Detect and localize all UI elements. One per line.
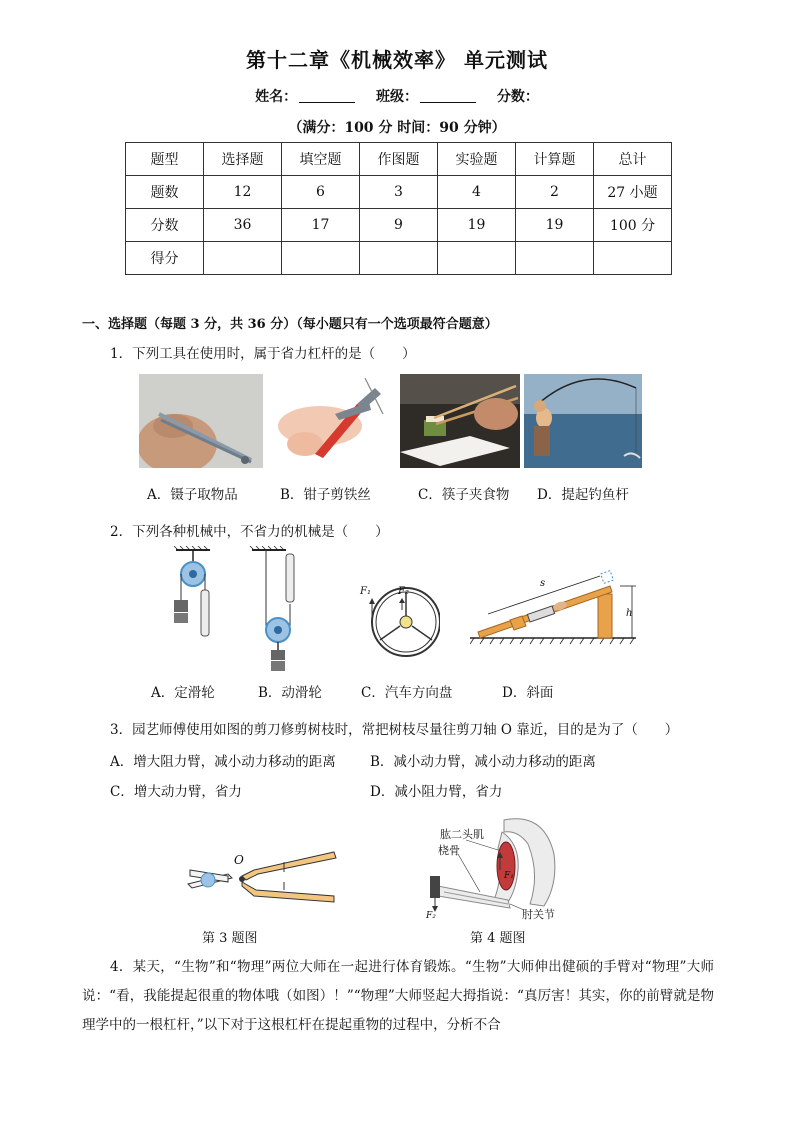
q1-option-d[interactable]: D．提起钓鱼杆: [537, 487, 629, 503]
student-info-line: [0, 86, 794, 106]
table-cell: 填空题: [282, 143, 360, 176]
table-cell: 36: [204, 209, 282, 242]
class-blank[interactable]: [420, 88, 476, 103]
table-cell: 3: [360, 176, 438, 209]
score-input-cell[interactable]: [594, 242, 672, 275]
table-cell: 19: [516, 209, 594, 242]
arm-f2-label: F₂: [426, 911, 436, 921]
q3-option-b[interactable]: B．减小动力臂，减小动力移动的距离: [370, 754, 596, 770]
q3-option-d[interactable]: D．减小阻力臂，省力: [370, 784, 503, 800]
question-3-stem: 3．园艺师傅使用如图的剪刀修剪树枝时，常把树枝尽量往剪刀轴 O 靠近，目的是为了（ ）: [110, 722, 679, 738]
q3-option-a[interactable]: A．增大阻力臂，减小动力移动的距离: [110, 754, 336, 770]
q1-option-c[interactable]: C．筷子夹食物: [418, 487, 510, 503]
movable-pulley-diagram: [246, 546, 326, 674]
score-label: 分数：: [496, 89, 539, 105]
biceps-label: 肱二头肌: [440, 828, 484, 841]
fishing-photo: [524, 374, 642, 468]
table-cell: 9: [360, 209, 438, 242]
class-label: 班级：: [376, 89, 418, 105]
table-cell: 作图题: [360, 143, 438, 176]
exam-note: （满分：100 分 时间：90 分钟）: [288, 120, 506, 136]
table-cell: 6: [282, 176, 360, 209]
q2-option-b[interactable]: B．动滑轮: [258, 685, 322, 701]
name-label: 姓名：: [255, 89, 298, 105]
pliers-image: [265, 374, 389, 468]
q3-option-c[interactable]: C．增大动力臂，省力: [110, 784, 242, 800]
name-blank[interactable]: [299, 88, 355, 103]
table-cell: 2: [516, 176, 594, 209]
score-input-cell[interactable]: [438, 242, 516, 275]
table-cell: 分数: [126, 209, 204, 242]
table-row: [126, 176, 672, 209]
chopsticks-photo: [400, 374, 520, 468]
table-cell: 题型: [126, 143, 204, 176]
table-row: [126, 242, 672, 275]
table-cell: 17: [282, 209, 360, 242]
arm-f1-label: F₁: [504, 871, 514, 881]
page-title: 第十二章《机械效率》 单元测试: [246, 48, 548, 72]
steering-wheel-diagram: [356, 582, 440, 662]
question-1-stem: 1．下列工具在使用时，属于省力杠杆的是（ ）: [110, 346, 416, 362]
incline-diagram: [470, 566, 642, 646]
distance-s-label: s: [540, 578, 546, 589]
table-cell: 题数: [126, 176, 204, 209]
fixed-pulley-diagram: [158, 546, 218, 656]
question-2-stem: 2．下列各种机械中，不省力的机械是（ ）: [110, 524, 389, 540]
force-f1-label: F₁: [360, 586, 371, 597]
tweezers-image: [139, 374, 263, 468]
score-input-cell[interactable]: [204, 242, 282, 275]
score-table: [125, 142, 672, 275]
arm-lever-diagram: [424, 814, 574, 924]
table-cell: 100 分: [594, 209, 672, 242]
section-heading: 一、选择题（每题 3 分，共 36 分）（每小题只有一个选项最符合题意）: [82, 317, 498, 332]
q1-option-b[interactable]: B．钳子剪铁丝: [280, 487, 371, 503]
score-input-cell[interactable]: [360, 242, 438, 275]
table-row: [126, 209, 672, 242]
score-input-cell[interactable]: [516, 242, 594, 275]
figure-4-caption: 第 4 题图: [470, 931, 526, 946]
table-cell: 19: [438, 209, 516, 242]
table-cell: 12: [204, 176, 282, 209]
chopsticks-image: [400, 374, 520, 468]
tweezers-photo: [139, 374, 263, 468]
question-4-text: 4．某天，“生物”和“物理”两位大师在一起进行体育锻炼。“生物”大师伸出健硕的手臂对“物理”大师说：“看，我能提起很重的物体哦（如图）！”“物理”大师竖起大拇指说：“真厉害！其实，你的前臂就是物理学中的一根杠杆，”以下对于这根杠杆在提起重物的过程中，分析不合: [82, 959, 714, 1033]
force-f2-label: F₂: [398, 586, 409, 597]
table-cell: 选择题: [204, 143, 282, 176]
table-cell: 得分: [126, 242, 204, 275]
pliers-photo: [265, 374, 389, 468]
radius-bone-label: 桡骨: [438, 844, 460, 857]
table-cell: 计算题: [516, 143, 594, 176]
table-cell: 27 小题: [594, 176, 672, 209]
pivot-o-label: O: [234, 853, 244, 867]
q2-option-d[interactable]: D．斜面: [502, 685, 554, 701]
q1-option-a[interactable]: A．镊子取物品: [147, 487, 238, 503]
table-cell: 总计: [594, 143, 672, 176]
height-h-label: h: [626, 608, 633, 619]
table-cell: 实验题: [438, 143, 516, 176]
score-input-cell[interactable]: [282, 242, 360, 275]
elbow-joint-label: 肘关节: [522, 908, 555, 921]
shears-diagram: [184, 846, 342, 908]
q2-option-a[interactable]: A．定滑轮: [151, 685, 215, 701]
table-row: [126, 143, 672, 176]
q2-option-c[interactable]: C．汽车方向盘: [361, 685, 453, 701]
table-cell: 4: [438, 176, 516, 209]
figure-3-caption: 第 3 题图: [202, 931, 258, 946]
fishing-image: [524, 374, 642, 468]
